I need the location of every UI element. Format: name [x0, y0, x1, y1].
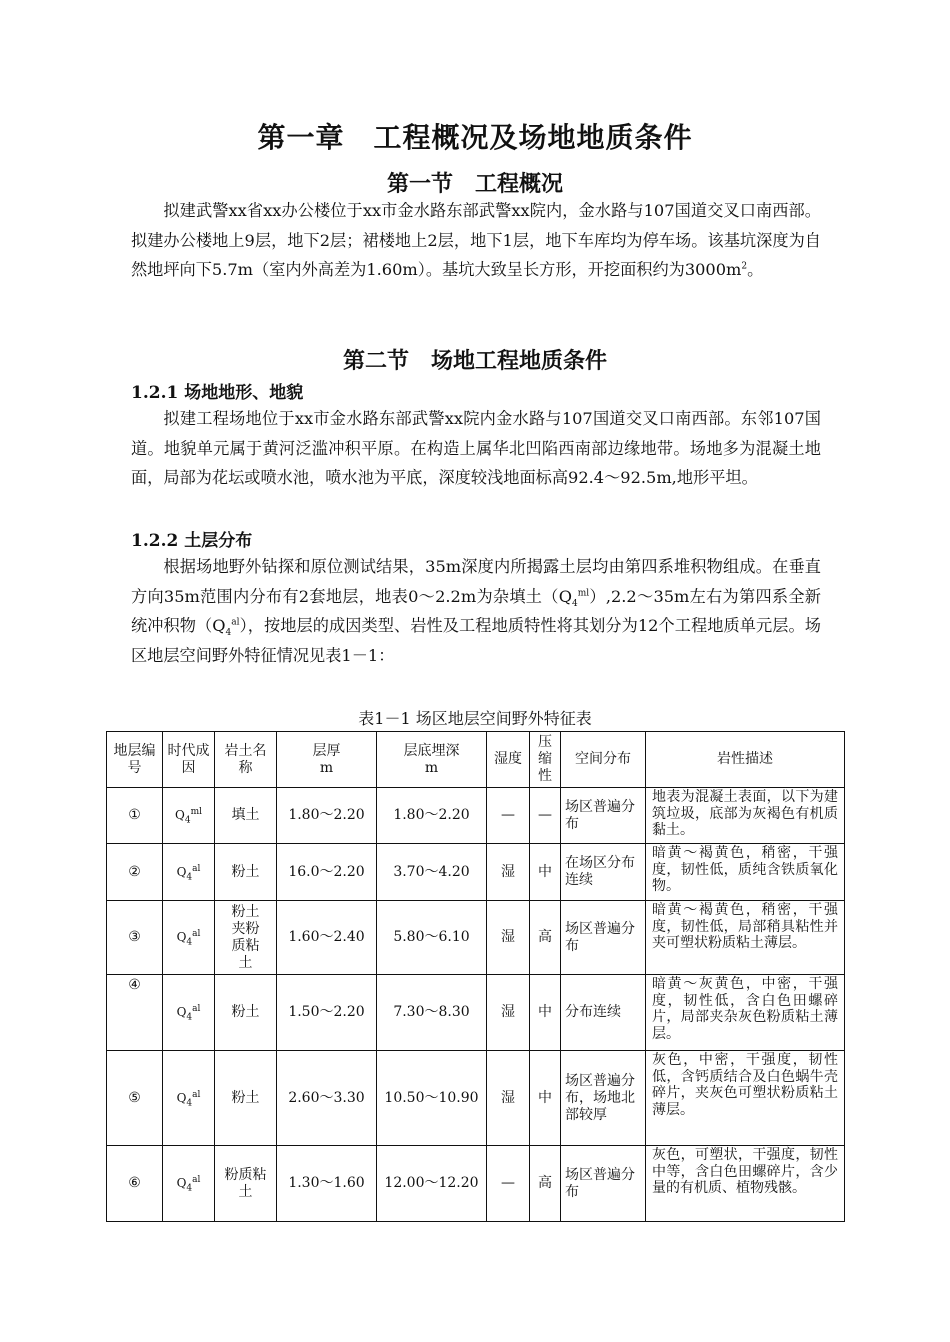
- cell-soil-name: 粉土夹粉质粘土: [215, 901, 277, 975]
- cell-era: $Q_4^{al}$: [163, 901, 215, 975]
- cell-layer-id: ⑤: [107, 1051, 163, 1146]
- soil-paragraph: [131, 552, 821, 670]
- cell-compressibility: 中: [530, 1051, 561, 1146]
- cell-era: $Q_4^{al}$: [163, 975, 215, 1051]
- terrain-paragraph: 拟建工程场地位于xx市金水路东部武警xx院内金水路与107国道交叉口南西部。东邻107国道。地貌单元属于黄河泛滥冲积平原。在构造上属华北凹陷西南部边缘地带。场地多为混凝土地面，局部为花坛或喷水池，喷水池为平底，深度较浅地面标高92.4～92.5m,地形平坦。: [131, 409, 821, 487]
- table-row: [107, 1146, 845, 1222]
- cell-layer-id: ②: [107, 844, 163, 901]
- cell-depth: 1.80～2.20: [377, 788, 487, 844]
- cell-thickness: 1.80～2.20: [277, 788, 377, 844]
- soil-text-a: 根据场地野外钻探和原位测试结果，35m深度内所揭露土层均由第四系堆积物组成。在垂直方向35m范围内分布有2套地层，地表0～2.2m为杂填土（Q: [131, 557, 821, 606]
- cell-distribution: 场区普遍分布: [561, 1146, 646, 1222]
- cell-moisture: 湿: [487, 901, 530, 975]
- cell-thickness: 1.50～2.20: [277, 975, 377, 1051]
- cell-era: $Q_4^{al}$: [163, 1051, 215, 1146]
- cell-compressibility: —: [530, 788, 561, 844]
- cell-thickness: 16.0～2.20: [277, 844, 377, 901]
- chapter-title: 第一章 工程概况及场地地质条件: [257, 121, 693, 154]
- cell-description: 暗黄～褐黄色，稍密，干强度，韧性低，局部稍具粘性并夹可塑状粉质粘土薄层。: [646, 901, 845, 975]
- cell-moisture: 湿: [487, 1051, 530, 1146]
- cell-distribution: 在场区分布连续: [561, 844, 646, 901]
- cell-depth: 7.30～8.30: [377, 975, 487, 1051]
- cell-compressibility: 中: [530, 844, 561, 901]
- cell-description: 暗黄～褐黄色，稍密，干强度，韧性低，质纯含铁质氧化物。: [646, 844, 845, 901]
- soil-text-c: ），按地层的成因类型、岩性及工程地质特性将其划分为12个工程地质单元层。场区地层空间野外特征情况见表1－1：: [131, 616, 821, 665]
- cell-compressibility: 高: [530, 1146, 561, 1222]
- cell-thickness: 2.60～3.30: [277, 1051, 377, 1146]
- cell-description: 灰色，中密，干强度，韧性低，含钙质结合及白色蜗牛壳碎片，夹灰色可塑状粉质粘土薄层。: [646, 1051, 845, 1146]
- cell-layer-id: ③: [107, 901, 163, 975]
- header-era: 时代成因: [163, 732, 215, 788]
- area-superscript: 2: [741, 261, 748, 272]
- header-description: 岩性描述: [646, 732, 845, 788]
- cell-soil-name: 粉土: [215, 975, 277, 1051]
- cell-distribution: 场区普遍分布: [561, 788, 646, 844]
- table-header-row: [107, 732, 845, 788]
- q-subscript-2: 4: [225, 628, 232, 639]
- cell-era: $Q_4^{al}$: [163, 1146, 215, 1222]
- cell-distribution: 场区普遍分布: [561, 901, 646, 975]
- subsection-title-terrain: 1.2.1 场地地形、地貌: [131, 383, 304, 403]
- table-row: [107, 788, 845, 844]
- overview-end: 。: [747, 260, 764, 279]
- section-title-geology: 第二节 场地工程地质条件: [342, 348, 607, 374]
- cell-depth: 10.50～10.90: [377, 1051, 487, 1146]
- cell-moisture: —: [487, 1146, 530, 1222]
- q-subscript-1: 4: [571, 598, 578, 609]
- cell-moisture: 湿: [487, 975, 530, 1051]
- overview-text: 拟建武警xx省xx办公楼位于xx市金水路东部武警xx院内，金水路与107国道交叉口南西部。拟建办公楼地上9层，地下2层；裙楼地上2层，地下1层，地下车库均为停车场。该基坑深度为自然地坪向下5.7m（室内外高差为1.60m）。基坑大致呈长方形，开挖面积约为3000m: [131, 201, 821, 279]
- header-layer-id: 地层编号: [107, 732, 163, 788]
- cell-layer-id: ⑥: [107, 1146, 163, 1222]
- soil-layer-table: [106, 731, 845, 1222]
- cell-thickness: 1.30～1.60: [277, 1146, 377, 1222]
- al-superscript: al: [231, 617, 240, 628]
- cell-depth: 12.00～12.20: [377, 1146, 487, 1222]
- header-thickness-unit: m: [319, 759, 334, 776]
- cell-description: 地表为混凝土表面，以下为建筑垃圾，底部为灰褐色有机质黏土。: [646, 788, 845, 844]
- header-distribution: 空间分布: [561, 732, 646, 788]
- cell-distribution: 场区普遍分布，场地北部较厚: [561, 1051, 646, 1146]
- table-caption: 表1－1 场区地层空间野外特征表: [358, 709, 592, 728]
- header-soil-name: 岩土名称: [215, 732, 277, 788]
- cell-soil-name: 填土: [215, 788, 277, 844]
- cell-compressibility: 中: [530, 975, 561, 1051]
- cell-description: 暗黄～灰黄色，中密，干强度，韧性低，含白色田螺碎片，局部夹杂灰色粉质粘土薄层。: [646, 975, 845, 1051]
- subsection-title-soil: 1.2.2 土层分布: [131, 531, 253, 551]
- header-depth-unit: m: [424, 759, 439, 776]
- cell-compressibility: 高: [530, 901, 561, 975]
- cell-soil-name: 粉土: [215, 1051, 277, 1146]
- cell-layer-id: ④: [107, 975, 163, 1051]
- cell-distribution: 分布连续: [561, 975, 646, 1051]
- cell-depth: 5.80～6.10: [377, 901, 487, 975]
- header-depth: [377, 732, 487, 788]
- table-row: [107, 975, 845, 1051]
- cell-era: $Q_4^{ml}$: [163, 788, 215, 844]
- overview-paragraph: [131, 196, 821, 285]
- cell-moisture: 湿: [487, 844, 530, 901]
- cell-description: 灰色，可塑状，干强度，韧性中等，含白色田螺碎片，含少量的有机质、植物残骸。: [646, 1146, 845, 1222]
- header-moisture: 湿度: [487, 732, 530, 788]
- header-thickness: [277, 732, 377, 788]
- cell-layer-id: ①: [107, 788, 163, 844]
- cell-depth: 3.70～4.20: [377, 844, 487, 901]
- table-row: [107, 844, 845, 901]
- table-row: [107, 1051, 845, 1146]
- header-depth-label: 层底埋深: [403, 742, 460, 759]
- header-thickness-label: 层厚: [312, 742, 341, 759]
- cell-era: $Q_4^{al}$: [163, 844, 215, 901]
- soil-text-b: ）,2.2～35m左右为第四系全新统冲积物（Q: [131, 586, 821, 635]
- table-row: [107, 901, 845, 975]
- cell-thickness: 1.60～2.40: [277, 901, 377, 975]
- cell-soil-name: 粉土: [215, 844, 277, 901]
- cell-soil-name: 粉质粘土: [215, 1146, 277, 1222]
- ml-superscript: ml: [577, 588, 590, 599]
- cell-moisture: —: [487, 788, 530, 844]
- section-title-overview: 第一节 工程概况: [386, 171, 563, 197]
- header-compressibility: 压缩性: [530, 732, 561, 788]
